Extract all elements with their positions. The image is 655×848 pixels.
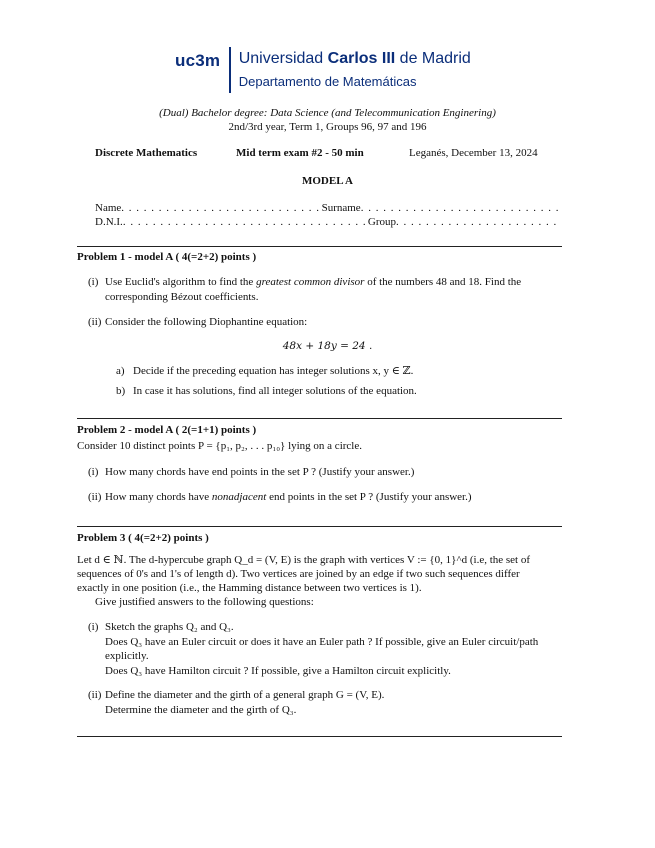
text: of the numbers 48 and 18. Find the <box>364 276 522 288</box>
name-blank <box>121 202 321 214</box>
problem2-i-text: How many chords have end points in the set P ? (Justify your answer.) <box>105 466 415 478</box>
text: end points in the set P ? (Justify your answer.) <box>266 491 472 503</box>
problem3-i-line4: Does Q₃ have Hamilton circuit ? If possible, give a Hamilton circuit explicitly. <box>105 664 451 677</box>
problem3-intro-line1: Let d ∈ ℕ. The d-hypercube graph Q_d = (V, E) is the graph with vertices V := {0, 1}^d (i.e, the set of <box>77 554 531 566</box>
problem1-subpart-b <box>116 384 556 399</box>
problem3-i-line2: Does Q₃ have an Euler circuit or does it have an Euler path ? If possible, give an Euler circuit/path <box>105 635 539 648</box>
part-number: (ii) <box>88 491 102 503</box>
emphasis: nonadjacent <box>211 491 267 503</box>
emphasis: greatest common divisor <box>256 276 365 288</box>
problem3-title: Problem 3 ( 4(=2+2) points ) <box>77 532 209 544</box>
problem2-part-i <box>88 465 563 480</box>
part-number: (i) <box>88 276 99 288</box>
surname-label: Surname <box>321 202 361 214</box>
problem3-part-i <box>88 620 563 678</box>
dni-row <box>95 216 561 228</box>
name-row <box>95 202 561 214</box>
university-name <box>239 50 471 68</box>
year-line: 2nd/3rd year, Term 1, Groups 96, 97 and 196 <box>228 121 427 133</box>
problem3-ii-line2: Determine the diameter and the girth of Q₃. <box>105 703 297 716</box>
problem1-subpart-a <box>116 364 556 379</box>
problem1-part-ii <box>88 315 563 330</box>
problem3-intro <box>77 553 564 609</box>
problem3-intro-line3: exactly in one position (i.e., the Hamming distance between two vertices is 1). <box>77 582 422 594</box>
logo-divider <box>229 47 231 93</box>
course-name: Discrete Mathematics <box>95 147 198 159</box>
part-number: (ii) <box>88 316 102 328</box>
problem2-ii-text <box>105 490 563 505</box>
problem3-intro-line4: Give justified answers to the following questions: <box>95 596 314 608</box>
text: Use Euclid's algorithm to find the <box>105 276 257 288</box>
univ-name-part: Universidad <box>238 50 328 67</box>
univ-name-part: de Madrid <box>395 50 471 67</box>
part-number: (i) <box>88 466 99 478</box>
section-divider <box>77 526 562 527</box>
problem1-i-line1 <box>105 275 563 290</box>
problem3-i-line1: Sketch the graphs Q₂ and Q₃. <box>105 621 234 633</box>
problem2-part-ii <box>88 490 563 505</box>
problem1-part-i <box>88 275 563 304</box>
subpart-text: In case it has solutions, find all integer solutions of the equation. <box>133 385 417 397</box>
problem3-part-ii <box>88 688 563 717</box>
problem1-ii-text: Consider the following Diophantine equation: <box>105 316 308 328</box>
diophantine-equation <box>0 340 655 352</box>
part-number: (i) <box>88 621 99 633</box>
univ-name-bold: Carlos III <box>327 50 396 67</box>
degree-line: (Dual) Bachelor degree: Data Science (and Telecommunication Enginering) <box>159 107 496 119</box>
logo-text <box>239 47 471 89</box>
problem2-title: Problem 2 - model A ( 2(=1+1) points ) <box>77 424 257 436</box>
dni-label: D.N.I. <box>95 216 123 228</box>
text: How many chords have <box>105 491 212 503</box>
subpart-label: a) <box>116 365 125 377</box>
section-divider <box>77 246 562 247</box>
university-logo <box>175 47 471 97</box>
group-label: Group <box>367 216 396 228</box>
surname-blank <box>361 202 561 214</box>
equation-text: 48x + 18y = 24 . <box>282 340 373 352</box>
section-divider <box>77 418 562 419</box>
section-divider <box>77 736 562 737</box>
problem3-ii-line1: Define the diameter and the girth of a general graph G = (V, E). <box>105 689 385 701</box>
exam-name: Mid term exam #2 - 50 min <box>236 147 364 159</box>
name-label: Name <box>95 202 122 214</box>
subpart-text: Decide if the preceding equation has integer solutions x, y ∈ ℤ. <box>133 365 414 377</box>
dni-blank <box>123 216 368 228</box>
problem3-intro-line2: sequences of 0's and 1's of length d). Two vertices are joined by an edge if two such sequences differ <box>77 568 520 580</box>
part-number: (ii) <box>88 689 102 701</box>
problem2-intro: Consider 10 distinct points P = {p₁, p₂, . . . p₁₀} lying on a circle. <box>77 440 362 452</box>
logo-mark: uc3m <box>175 51 221 70</box>
model-label: MODEL A <box>301 175 354 187</box>
problem1-title: Problem 1 - model A ( 4(=2+2) points ) <box>77 251 257 263</box>
subpart-label: b) <box>116 385 126 397</box>
problem3-i-line3: explicitly. <box>105 650 149 662</box>
problem1-i-line2: corresponding Bézout coefficients. <box>105 290 259 303</box>
group-blank <box>396 216 561 228</box>
department-name: Departamento de Matemáticas <box>238 74 417 89</box>
place-date: Leganés, December 13, 2024 <box>409 147 538 159</box>
